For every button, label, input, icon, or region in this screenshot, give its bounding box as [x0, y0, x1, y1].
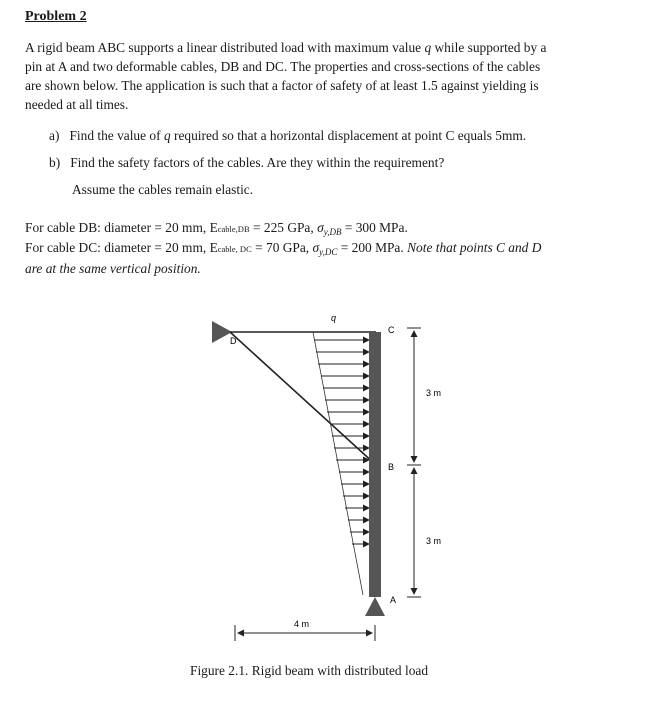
- intro-line-1: [25, 40, 546, 56]
- task-a-text-before: Find the value of: [69, 128, 161, 143]
- cable-db-e-sub: cable,DB: [217, 224, 250, 234]
- intro-line-3: are shown below. The application is such that a factor of safety of at least 1.5 against yielding is: [25, 78, 539, 93]
- label-b: B: [388, 462, 395, 472]
- task-b-label: b): [49, 155, 61, 170]
- cable-db-prefix: For cable DB: diameter = 20 mm, E: [25, 220, 218, 235]
- cable-dc-note-1: Note that points C and D: [407, 240, 542, 255]
- figure-caption: Figure 2.1. Rigid beam with distributed load: [190, 663, 429, 678]
- task-a: [49, 128, 526, 144]
- cable-dc-e-sub: cable, DC: [217, 244, 252, 254]
- pin-support-a: [365, 597, 385, 616]
- beam-figure-svg: [200, 300, 500, 660]
- intro-line-1-text: A rigid beam ABC supports a linear distributed load with maximum value: [25, 40, 422, 55]
- beam-figure: [200, 300, 500, 665]
- problem-title: Problem 2: [25, 9, 87, 24]
- label-a: A: [390, 595, 397, 605]
- cable-dc-sigma: σ: [312, 240, 320, 255]
- pin-support-d: [212, 321, 232, 343]
- task-a-load-symbol: q: [163, 128, 171, 143]
- cable-dc-note-2: are at the same vertical position.: [25, 261, 201, 276]
- cable-dc-prefix: For cable DC: diameter = 20 mm, E: [25, 240, 218, 255]
- label-c: C: [388, 325, 395, 335]
- task-a-label: a): [49, 128, 60, 143]
- intro-line-1-tail: while supported by a: [434, 40, 547, 55]
- task-a-text-after: required so that a horizontal displacement at point C equals 5mm.: [174, 128, 527, 143]
- cable-db-sigma-value: = 300 MPa.: [344, 220, 408, 235]
- intro-line-4: needed at all times.: [25, 97, 129, 112]
- dim-label-lower: 3 m: [426, 536, 442, 546]
- cable-dc-sigma-sub: y,DC: [319, 247, 338, 257]
- cable-dc-sigma-value: = 200 MPa.: [340, 240, 404, 255]
- dim-label-horizontal: 4 m: [294, 619, 310, 629]
- rigid-beam-abc: [369, 332, 381, 597]
- cable-dc-spec: [25, 240, 541, 256]
- label-q: q: [331, 313, 337, 323]
- assumption: Assume the cables remain elastic.: [72, 182, 254, 197]
- load-symbol: q: [424, 40, 432, 55]
- intro-line-2: pin at A and two deformable cables, DB and DC. The properties and cross-sections of the cables: [25, 59, 541, 74]
- cable-db-sigma: σ: [317, 220, 324, 235]
- cable-dc-e-value: = 70 GPa,: [255, 240, 310, 255]
- task-b: [49, 155, 444, 171]
- label-d: D: [230, 336, 237, 346]
- dim-label-upper: 3 m: [426, 388, 442, 398]
- cable-db-spec: [25, 220, 408, 236]
- cable-db-e-value: = 225 GPa,: [252, 220, 314, 235]
- task-b-text: Find the safety factors of the cables. Are they within the requirement?: [70, 155, 445, 170]
- load-diagram-edge: [313, 332, 363, 595]
- cable-db-sigma-sub: y,DB: [323, 227, 342, 237]
- distributed-load-arrows: [314, 340, 369, 544]
